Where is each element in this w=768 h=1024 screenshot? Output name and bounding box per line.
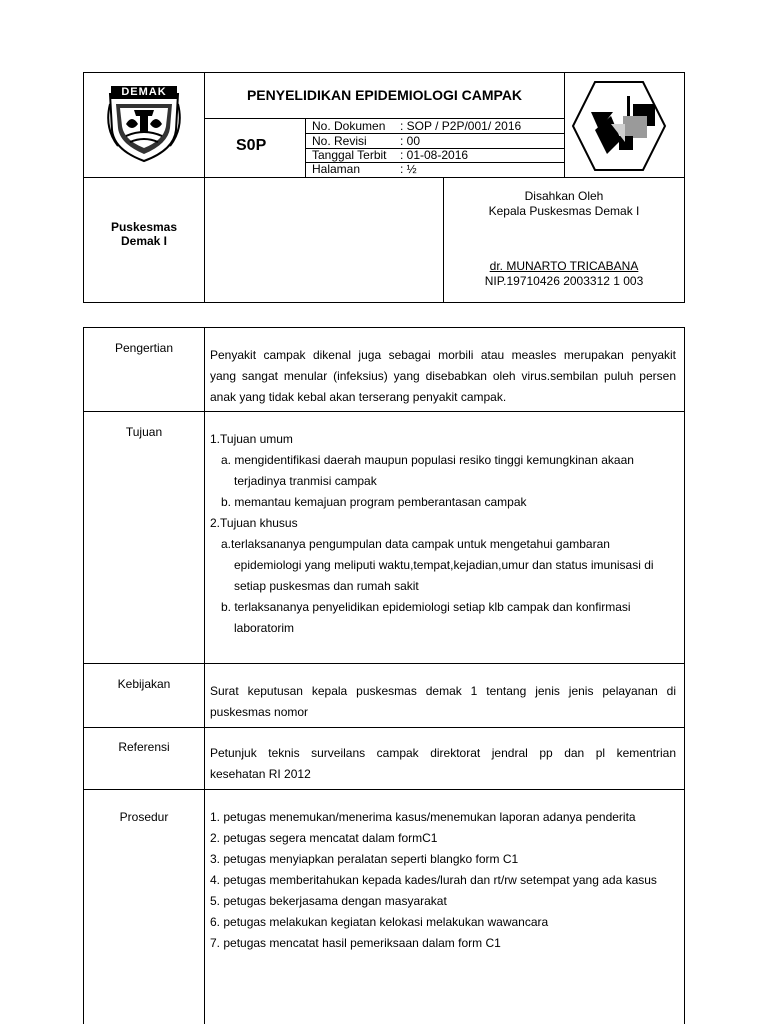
prosedur-line-4: 4. petugas memberitahukan kepada kades/lurah dan rt/rw setempat yang ada kasus: [210, 873, 657, 887]
approval-name: dr. MUNARTO TRICABANA: [489, 259, 639, 273]
pengertian-line-3: anak yang tidak kebal akan terserang penyakit campak.: [210, 390, 507, 404]
tujuan-line-9: b. terlaksananya penyelidikan epidemiologi setiap klb campak dan konfirmasi: [221, 600, 631, 614]
tujuan-line-1: 1.Tujuan umum: [210, 432, 293, 446]
approval-line2: Kepala Puskesmas Demak I: [488, 204, 640, 218]
meta-label-dokumen: No. Dokumen: [312, 119, 386, 133]
document-title: PENYELIDIKAN EPIDEMIOLOGI CAMPAK: [246, 87, 523, 103]
pengertian-line-1: Penyakit campak dikenal juga sebagai morbili atau measles merupakan penyakit: [210, 348, 676, 362]
meta-value-revisi: : 00: [400, 134, 421, 148]
meta-label-halaman: Halaman: [312, 162, 361, 176]
section-label-kebijakan: Kebijakan: [117, 677, 171, 691]
sop-label: S0P: [236, 137, 267, 154]
tujuan-line-3: terjadinya tranmisi campak: [234, 474, 377, 488]
prosedur-line-6: 6. petugas melakukan kegiatan kelokasi melakukan wawancara: [210, 915, 549, 929]
section-label-pengertian: Pengertian: [114, 341, 174, 355]
tujuan-line-5: 2.Tujuan khusus: [210, 516, 298, 530]
org-name-line1: Puskesmas: [110, 220, 178, 234]
kebijakan-line-1: Surat keputusan kepala puskesmas demak 1 tentang jenis jenis pelayanan di: [210, 684, 676, 698]
section-label-referensi: Referensi: [118, 740, 170, 754]
referensi-line-1: Petunjuk teknis surveilans campak direktorat jendral pp dan pl kementrian: [210, 746, 676, 760]
meta-value-halaman: : ½: [400, 162, 417, 176]
prosedur-line-2: 2. petugas segera mencatat dalam formC1: [210, 831, 438, 845]
demak-emblem-icon: [104, 84, 184, 164]
meta-label-revisi: No. Revisi: [312, 134, 367, 148]
prosedur-line-3: 3. petugas menyiapkan peralatan seperti blangko form C1: [210, 852, 519, 866]
tujuan-line-8: setiap puskesmas dan rumah sakit: [234, 579, 419, 593]
meta-value-tanggal: : 01-08-2016: [400, 148, 469, 162]
approval-line1: Disahkan Oleh: [524, 189, 604, 203]
puskesmas-hexagon-logo-icon: [571, 80, 667, 172]
tujuan-line-6: a.terlaksananya pengumpulan data campak untuk mengetahui gambaran: [221, 537, 610, 551]
tujuan-line-4: b. memantau kemajuan program pemberantasan campak: [221, 495, 527, 509]
prosedur-line-5: 5. petugas bekerjasama dengan masyarakat: [210, 894, 447, 908]
tujuan-line-7: epidemiologi yang meliputi waktu,tempat,kejadian,umur dan status imunisasi di: [234, 558, 654, 572]
section-label-tujuan: Tujuan: [125, 425, 163, 439]
tujuan-line-2: a. mengidentifikasi daerah maupun populasi resiko tinggi kemungkinan akaan: [221, 453, 634, 467]
prosedur-line-7: 7. petugas mencatat hasil pemeriksaan dalam form C1: [210, 936, 501, 950]
meta-label-tanggal: Tanggal Terbit: [312, 148, 387, 162]
prosedur-line-1: 1. petugas menemukan/menerima kasus/menemukan laporan adanya penderita: [210, 810, 636, 824]
referensi-line-2: kesehatan RI 2012: [210, 767, 311, 781]
meta-value-dokumen: : SOP / P2P/001/ 2016: [400, 119, 522, 133]
org-name-line2: Demak I: [120, 234, 168, 248]
pengertian-line-2: yang sangat menular (infeksius) yang disebabkan oleh virus.sembilan puluh persen: [210, 369, 676, 383]
emblem-text: DEMAK: [121, 86, 167, 98]
tujuan-line-10: laboratorim: [234, 621, 295, 635]
section-label-prosedur: Prosedur: [119, 810, 169, 824]
approval-nip: NIP.19710426 2003312 1 003: [484, 274, 644, 288]
kebijakan-line-2: puskesmas nomor: [210, 705, 309, 719]
